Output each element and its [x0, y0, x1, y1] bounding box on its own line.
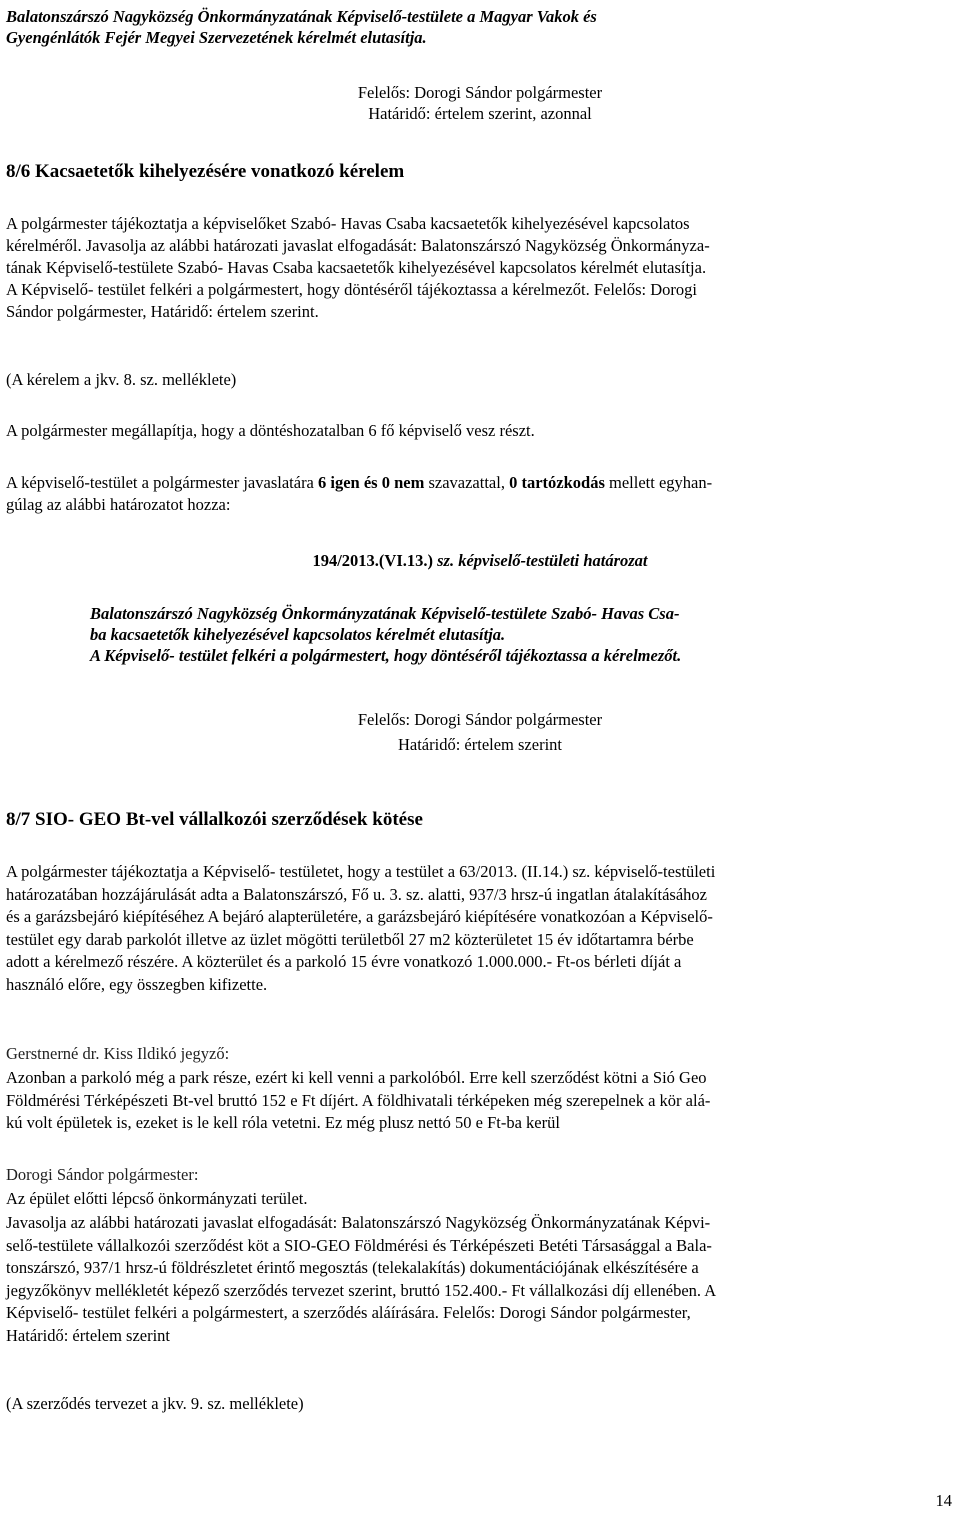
text-line: Javasolja az alábbi határozati javaslat elfogadását: Balatonszárszó Nagyközség Önkormányzatának Képvi- [6, 1213, 711, 1232]
text-line: adott a kérelmező részére. A közterület és a parkoló 15 évre vonatkozó 1.000.000.- Ft-os bérleti díját a [6, 952, 682, 971]
text-line: A Képviselő- testület felkéri a polgármestert, hogy döntéséről tájékoztassa a kérelmezőt. Felelős: Dorogi [6, 280, 697, 299]
deadline-line: Határidő: értelem szerint [397, 735, 562, 754]
text-line: tonszárszó, 937/1 hrsz-ú földrészletet érintő megosztás (telekalakítás) dokumentációjának elkészítésére a [6, 1258, 699, 1277]
vote-text: mellett egyhan- [604, 473, 713, 492]
section-8-7-paragraph [6, 861, 954, 996]
text-line: testület egy darab parkolót illetve az üzlet mögötti területből 27 m2 közterületet 15 év időtartamra bérbe [6, 929, 694, 949]
text-line: A Képviselő- testület felkéri a polgármestert, hogy döntéséről tájékoztassa a kérelmezőt. [90, 646, 682, 665]
deadline-line: Határidő: értelem szerint, azonnal [368, 104, 592, 123]
quorum-statement: A polgármester megállapítja, hogy a döntéshozatalban 6 fő képviselő vesz részt. [6, 421, 535, 440]
text-line: tának Képviselő-testülete Szabó- Havas Csaba kacsaetetők kihelyezésével kapcsolatos kérelmét elutasítja. [6, 258, 707, 277]
text-line: selő-testülete vállalkozói szerződést köt a SIO-GEO Földmérési és Térképészeti Betéti Társasággal a Bala- [6, 1235, 712, 1255]
text-line [6, 472, 954, 494]
responsible-line: Felelős: Dorogi Sándor polgármester [357, 83, 603, 102]
vote-text: A képviselő-testület a polgármester javaslatára [6, 473, 319, 492]
text-line: és a garázsbejáró kiépítéséhez A bejáró alapterületére, a garázsbejáró kiépítésére vonatkozóan a Képviselő- [6, 907, 713, 926]
text-line: kérelméről. Javasolja az alábbi határozati javaslat elfogadását: Balatonszárszó Nagyközség Önkormányza- [6, 236, 710, 255]
resolution-text [6, 603, 954, 666]
vote-yes-no: 6 igen és 0 nem [318, 473, 425, 492]
text-line: Földmérési Térképészeti Bt-vel bruttó 152 e Ft díjért. A földhivatali térképeken még szerepelnek a kör alá- [6, 1090, 711, 1110]
text-line: használó előre, egy összegben kifizette. [6, 974, 268, 994]
text-line: kú volt épületek is, ezeket is le kell róla vetetni. Ez még plusz nettó 50 e Ft-ba kerül [6, 1113, 560, 1132]
section-heading-8-6: 8/6 Kacsaetetők kihelyezésére vonatkozó kérelem [6, 161, 405, 182]
responsible-line: Felelős: Dorogi Sándor polgármester [357, 710, 603, 729]
text-line: határozatában hozzájárulását adta a Balatonszárszó, Fő u. 3. sz. alatti, 937/3 hrsz-ú ingatlan átalakításához [6, 884, 707, 904]
vote-abstain: 0 tartózkodás [509, 473, 605, 492]
resolution-responsible [6, 707, 954, 757]
page-number: 14 [935, 1491, 952, 1510]
resolution-number: 194/2013.(VI.13.) [312, 551, 434, 570]
speaker-mayor: Dorogi Sándor polgármester: [6, 1165, 199, 1184]
text-line: Sándor polgármester, Határidő: értelem szerint. [6, 302, 319, 321]
attachment-note: (A kérelem a jkv. 8. sz. melléklete) [6, 370, 237, 389]
resolution-label: sz. képviselő-testületi határozat [433, 551, 648, 570]
previous-resolution-text [6, 6, 954, 48]
text-line: ba kacsaetetők kihelyezésével kapcsolatos kérelmét elutasítja. [90, 625, 506, 644]
attachment-note: (A szerződés tervezet a jkv. 9. sz. melléklete) [6, 1394, 304, 1413]
mayor-statement: Az épület előtti lépcső önkormányzati terület. [6, 1189, 308, 1208]
clerk-statement [6, 1067, 954, 1135]
section-8-6-paragraph [6, 213, 954, 323]
text-line: Balatonszárszó Nagyközség Önkormányzatának Képviselő-testülete a Magyar Vakok és [6, 7, 597, 26]
text-line: Határidő: értelem szerint [6, 1325, 171, 1345]
vote-statement [6, 472, 954, 516]
section-heading-8-7: 8/7 SIO- GEO Bt-vel vállalkozói szerződések kötése [6, 809, 423, 830]
text-line: Gyengénlátók Fejér Megyei Szervezetének kérelmét elutasítja. [6, 28, 427, 47]
text-line: A polgármester tájékoztatja a képviselőket Szabó- Havas Csaba kacsaetetők kihelyezésével kapcsolatos [6, 214, 690, 233]
speaker-clerk: Gerstnerné dr. Kiss Ildikó jegyző: [6, 1044, 230, 1063]
text-line: A polgármester tájékoztatja a Képviselő- testületet, hogy a testület a 63/2013. (II.14.) sz. képviselő-testületi [6, 862, 716, 881]
text-line: Balatonszárszó Nagyközség Önkormányzatának Képviselő-testülete Szabó- Havas Csa- [90, 604, 680, 623]
text-line: jegyzőkönyv mellékletét képező szerződés tervezet szerint, bruttó 152.400.- Ft vállalkozási díj ellenében. A [6, 1280, 717, 1300]
text-line: Azonban a parkoló még a park része, ezért ki kell venni a parkolóból. Erre kell szerződést kötni a Sió Geo [6, 1068, 707, 1087]
previous-responsible [6, 82, 954, 124]
resolution-title [6, 550, 954, 571]
proposal-paragraph [6, 1212, 954, 1347]
text-line: gúlag az alábbi határozatot hozza: [6, 495, 231, 514]
vote-text: szavazattal, [424, 473, 510, 492]
text-line: Képviselő- testület felkéri a polgármestert, a szerződés aláírására. Felelős: Dorogi Sándor polgármester, [6, 1303, 691, 1322]
